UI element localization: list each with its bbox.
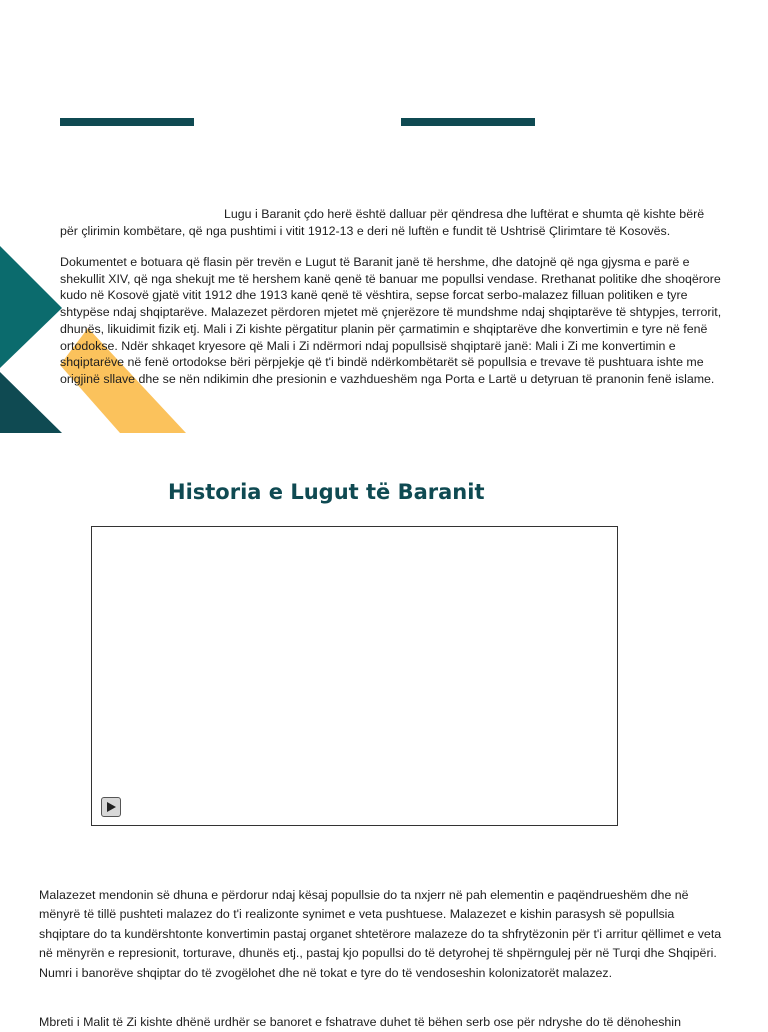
body-paragraph-4: Mbreti i Malit të Zi kishte dhënë urdhër se banoret e fshatrave duhet të bëhen serb ose për ndryshe do të dënoheshin [39, 1015, 681, 1029]
section-title: Historia e Lugut të Baranit [168, 480, 485, 504]
decorative-bar-left [60, 118, 194, 126]
teal-triangle [0, 246, 62, 368]
play-button[interactable] [101, 797, 121, 817]
intro-paragraph-1: Lugu i Baranit çdo herë është dalluar për qëndresa dhe luftërat e shumta që kishte bërë për çlirimin kombëtare, që nga pushtimi i vitit 1912-13 e deri në luftën e fundit të Ushtrisë Çlirimtare të Kosovës. [60, 207, 705, 238]
intro-paragraph-2: Dokumentet e botuara që flasin për trevën e Lugut të Baranit janë të hershme, dhe datojnë që nga gjysma e parë e shekullit XIV, që nga shekujt me të hershem kanë qenë të banuar me popullsi vendase. Rrethanat politike dhe shoqërore kudo në Kosovë gjatë vitit 1912 dhe 1913 kanë qenë të vështira, sepse forcat serbo-malazez filluan politiken e tyre shtypëse ndaj shqiptarëve. Malazezet përdoren mjetet më çnjerëzore të mundshme ndaj shqiptarëve të shtypjes, terrorit, dhunës, likuidimit fizik etj. Mali i Zi kishte përgatitur planin për çarmatimin e shqiptarëve dhe konvertimin e tyre në fenë ortodokse. Ndër shkaqet kryesore që Mali i Zi ndërmori ndaj popullsisë shqiptarë janë: Mali i Zi me konvertimin e shqiptarëve në fenë ortodokse bëri përpjekje që t'i bindë ndërkombëtarët së popullsia e trevave të pushtuara ishte me origjinë sllave dhe se nën ndikimin dhe presionin e vazhdueshëm nga Porta e Lartë u detyruan të pranonin fenë islame. [60, 255, 722, 386]
body-paragraph-3: Malazezet mendonin së dhuna e përdorur ndaj kësaj popullsie do ta nxjerr në pah elementin e paqëndrueshëm dhe në mënyrë të tillë pushteti malazez do t'i realizonte synimet e veta pushtuese. Malazezet e kishin parasysh së popullsia shqiptare do ta kundërshtonte konvertimin pastaj organet shtetërore malazeze do ta shfrytëzonin për t'i arritur qëllimet e veta në mënyrën e represionit, torturave, dhunës etj., pastaj kjo popullsi do të detyrohej të shpërngulej për në Turqi dhe Shqipëri. Numri i banorëve shqiptar do të zvogëlohet dhe në tokat e tyre do të vendoseshin kolonizatorët malazez. [39, 888, 722, 980]
decorative-bar-right [401, 118, 535, 126]
dark-teal-triangle [0, 372, 62, 433]
play-icon [107, 802, 116, 812]
video-player[interactable] [91, 526, 618, 826]
